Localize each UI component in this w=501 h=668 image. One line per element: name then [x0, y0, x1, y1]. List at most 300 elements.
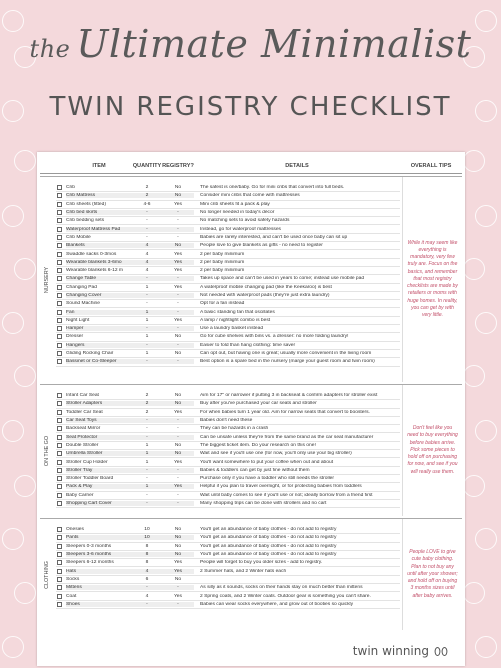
registry-cell: No [162, 243, 194, 248]
overall-tip: People LOVE to give cute baby clothing. Plan to not buy any until after your shower; and hold off on buying 3 months sizes until after baby arrives. [402, 519, 462, 630]
details-cell: Wait until baby comes to see if you'll use or not; ideally borrow from a friend first [200, 492, 373, 498]
checkbox[interactable] [57, 243, 62, 248]
quantity-cell: 1 [145, 459, 149, 465]
registry-cell: - [162, 435, 194, 440]
item-cell: Sound Machine [66, 301, 100, 307]
item-cell: Mittens [66, 585, 132, 590]
quantity-cell: - [132, 326, 162, 331]
quantity-cell: - [146, 492, 148, 498]
registry-cell: No [174, 351, 182, 357]
item-cell: Dresser [66, 334, 84, 340]
registry-cell: - [177, 234, 179, 240]
item-cell: Sleepers 0-3 months [66, 543, 112, 549]
quantity-cell: 1 [145, 351, 149, 357]
checkbox[interactable] [57, 193, 62, 198]
item-cell: Shopping Cart Cover [66, 501, 132, 506]
registry-cell: - [162, 501, 194, 506]
details-cell: A basic standing fan that oscillates [200, 309, 275, 315]
quantity-cell: 2 [145, 393, 149, 399]
registry-cell: Yes [162, 260, 194, 265]
registry-cell: Yes [174, 593, 182, 599]
table-row [56, 350, 400, 358]
table-row [56, 492, 400, 500]
item-cell: Crib sheets (fitted) [66, 201, 106, 207]
table-row [56, 234, 400, 242]
table-row [56, 358, 400, 366]
details-cell: Purchase only if you have a toddler who still needs the stroller [200, 476, 335, 482]
checkbox[interactable] [57, 468, 62, 473]
registry-cell: No [174, 185, 182, 191]
quantity-cell: 6 [145, 576, 149, 582]
title-script-text: Ultimate Minimalist [76, 22, 472, 66]
section-label: NURSERY [44, 266, 51, 293]
table-row [56, 325, 400, 333]
details-cell: Opt for a fan instead [200, 301, 245, 307]
item-cell: Socks [66, 576, 80, 582]
quantity-cell: 4 [145, 593, 149, 599]
item-cell: Backseat Mirror [66, 426, 101, 432]
quantity-cell: 1 [132, 484, 162, 489]
checkbox[interactable] [57, 310, 62, 315]
registry-cell: Yes [162, 569, 194, 574]
registry-cell: Yes [174, 284, 182, 290]
checkbox[interactable] [57, 552, 62, 557]
table-row [56, 292, 400, 300]
checkbox[interactable] [57, 560, 62, 565]
table-row [56, 425, 400, 433]
registry-cell: - [177, 426, 179, 432]
quantity-cell: 10 [132, 535, 162, 540]
item-cell: Crib bed skirts [66, 210, 132, 215]
table-row [56, 342, 400, 350]
item-cell: Car Seat Toys [66, 418, 132, 423]
checkbox[interactable] [57, 252, 62, 257]
registry-cell: Yes [174, 409, 182, 415]
table-row [56, 559, 400, 567]
registry-cell: No [162, 535, 194, 540]
item-cell: Hats [66, 569, 132, 574]
details-cell: For when babies turn 1 year old. Aim for narrow seats that convert to boosters. [200, 409, 370, 415]
registry-cell: - [162, 227, 194, 232]
item-cell: Stroller Toddler Board [66, 476, 114, 482]
col-details-header: DETAILS [285, 162, 309, 169]
details-cell: A lamp / nightlight combo is best [200, 317, 271, 323]
checkbox[interactable] [57, 476, 62, 481]
table-row [56, 500, 400, 508]
table-row [56, 259, 400, 267]
table-row [56, 450, 400, 458]
registry-cell: No [174, 393, 182, 399]
details-cell: You'll get an abundance of baby clothes - do not add to registry [200, 527, 337, 533]
item-cell: Stroller Adapters [66, 401, 132, 406]
table-row [56, 417, 400, 425]
item-cell: Seat Protector [66, 435, 132, 440]
registry-cell: - [162, 310, 194, 315]
item-cell: Fan [66, 310, 132, 315]
item-cell: Crib bedding sets [66, 218, 105, 224]
details-cell: Aim for 17" or narrower if putting 3 in backseat & confirm adapters for stroller exist [200, 393, 378, 399]
table-row [56, 217, 400, 225]
table-row [56, 267, 400, 275]
quantity-cell: 4 [145, 268, 149, 274]
table-row [56, 442, 400, 450]
registry-cell: Yes [174, 201, 182, 207]
quantity-cell: 2 [132, 193, 162, 198]
item-cell: Toddler Car Seat [66, 409, 103, 415]
details-cell: People will forget to buy you older sizes - add to registry. [200, 560, 323, 566]
details-cell: Babies & toddlers can get by just fine without them [200, 467, 310, 473]
quantity-cell: 4-6 [143, 201, 151, 207]
section-on-the-go [40, 384, 462, 516]
quantity-cell: - [132, 501, 162, 506]
details-cell: A waterproof mobile changing pad (like the Keekaroo) is best [200, 284, 332, 290]
table-row [56, 584, 400, 592]
table-row [56, 534, 400, 542]
checkbox[interactable] [57, 343, 62, 348]
item-cell: Change Table [66, 276, 132, 281]
item-cell: Sleepers 3-6 months [66, 552, 132, 557]
details-cell: 2 per baby minimum [200, 259, 245, 265]
quantity-cell: - [132, 293, 162, 298]
checkbox[interactable] [57, 451, 62, 456]
checkbox[interactable] [57, 418, 62, 423]
checkbox[interactable] [57, 276, 62, 281]
checkbox[interactable] [57, 535, 62, 540]
registry-cell: No [174, 442, 182, 448]
item-cell: Hamper [66, 326, 132, 331]
registry-cell: - [177, 476, 179, 482]
quantity-cell: 4 [132, 569, 162, 574]
checkbox[interactable] [57, 594, 62, 599]
item-cell: Changing Pad [66, 284, 97, 290]
details-cell: They can be hazards in a crash [200, 426, 269, 432]
checkbox[interactable] [57, 585, 62, 590]
quantity-cell: - [146, 426, 148, 432]
details-cell: You'll want somewhere to put your coffee when out and about [200, 459, 334, 465]
item-cell: Stroller Cup Holder [66, 459, 108, 465]
quantity-cell: - [146, 476, 148, 482]
checklist-sheet [37, 152, 465, 666]
checkbox[interactable] [57, 393, 62, 398]
quantity-cell: - [146, 234, 148, 240]
checkbox[interactable] [57, 435, 62, 440]
details-cell: 2 Spring coats, and 2 Winter coats. Outdoor gear is something you can't share. [200, 593, 371, 599]
registry-cell: No [162, 451, 194, 456]
details-cell: Can opt out, but having one is great; usually more convenient in the living room [200, 351, 372, 357]
quantity-cell: - [132, 468, 162, 473]
quantity-cell: 4 [132, 243, 162, 248]
quantity-cell: - [132, 276, 162, 281]
checkbox[interactable] [57, 569, 62, 574]
quantity-cell: 4 [145, 251, 149, 257]
checkbox[interactable] [57, 235, 62, 240]
item-cell: Changing Cover [66, 293, 132, 298]
details-cell: No longer needed in today's décor [200, 210, 275, 216]
table-row [56, 601, 400, 609]
checkbox[interactable] [57, 293, 62, 298]
registry-cell: No [174, 543, 182, 549]
quantity-cell: 1 [145, 334, 149, 340]
checkbox[interactable] [57, 227, 62, 232]
registry-cell: - [177, 218, 179, 224]
quantity-cell: 1 [132, 310, 162, 315]
quantity-cell: - [132, 435, 162, 440]
item-cell: Wearable blankets 6-12 m [66, 268, 123, 274]
registry-cell: Yes [174, 268, 182, 274]
registry-cell: - [162, 210, 194, 215]
checkbox[interactable] [57, 268, 62, 273]
item-cell: Pants [66, 535, 132, 540]
checkbox[interactable] [57, 443, 62, 448]
item-cell: Waterproof Mattress Pad [66, 227, 132, 232]
details-cell: As silly as it sounds, socks on their hands stay on much better than mittens [200, 585, 363, 591]
registry-cell: Yes [174, 251, 182, 257]
table-row [56, 467, 400, 475]
table-row [56, 308, 400, 316]
item-cell: Stroller Tray [66, 468, 132, 473]
title-the: the [29, 35, 71, 63]
registry-cell: No [162, 401, 194, 406]
checkbox[interactable] [57, 602, 62, 607]
quantity-cell: - [146, 301, 148, 307]
table-row [56, 192, 400, 200]
item-cell: Crib Mobile [66, 234, 91, 240]
quantity-cell: - [132, 227, 162, 232]
table-row [56, 300, 400, 308]
registry-cell: No [162, 552, 194, 557]
item-cell: Coat [66, 593, 77, 599]
registry-cell: Yes [174, 317, 182, 323]
quantity-cell: 8 [145, 543, 149, 549]
footprints-icon [433, 645, 449, 657]
table-row [56, 333, 400, 341]
registry-cell: - [162, 359, 194, 364]
registry-cell: Yes [162, 484, 194, 489]
checkbox[interactable] [57, 460, 62, 465]
item-cell: Night Light [66, 317, 90, 323]
item-cell: Wearable blankets 3-6mo [66, 260, 132, 265]
table-row [56, 392, 400, 400]
quantity-cell: - [146, 218, 148, 224]
item-cell: Double Stroller [66, 442, 99, 448]
table-row [56, 400, 400, 408]
details-cell: Many shopping trips can be done with strollers and no cart [200, 501, 327, 506]
details-cell: Wait and see if you'll use one (for now, you'll only use your big stroller) [200, 451, 352, 457]
table-row [56, 409, 400, 417]
table-row [56, 567, 400, 575]
table-row [56, 284, 400, 292]
table-row [56, 576, 400, 584]
checkbox[interactable] [57, 493, 62, 498]
quantity-cell: 8 [145, 560, 149, 566]
col-tips-header: OVERALL TIPS [410, 162, 452, 169]
registry-cell: No [174, 527, 182, 533]
section-nursery [40, 176, 462, 382]
details-cell: 2 Summer hats, and 2 Winter hats each [200, 568, 287, 574]
item-cell: Infant Car Seat [66, 393, 99, 399]
registry-cell: - [162, 276, 194, 281]
details-cell: Not needed with waterproof pads (they're just extra laundry) [200, 293, 330, 298]
item-cell: Onesies [66, 527, 84, 533]
checkbox[interactable] [57, 544, 62, 549]
item-cell: Sleepers 6-12 months [66, 560, 114, 566]
details-cell: People love to give blankets as gifts - no need to register [200, 243, 323, 249]
registry-cell: - [162, 468, 194, 473]
checkbox[interactable] [57, 501, 62, 506]
table-row [56, 242, 400, 250]
details-cell: Takes up space and can't be used in years to come; instead use mobile pad [200, 276, 365, 282]
col-registry-header: REGISTRY? [162, 162, 194, 169]
item-cell: Crib [66, 185, 75, 191]
registry-cell: - [162, 585, 194, 590]
item-cell: Swaddle sacks 0-3mos [66, 251, 117, 257]
item-cell: Pack & Play [66, 484, 132, 489]
checkbox[interactable] [57, 577, 62, 582]
details-cell: Babies can wear socks everywhere, and grow out of booties so quickly [200, 601, 354, 607]
checkbox[interactable] [57, 210, 62, 215]
registry-cell: No [174, 334, 182, 340]
table-row [56, 551, 400, 559]
checkbox[interactable] [57, 218, 62, 223]
registry-cell: No [174, 576, 182, 582]
registry-cell: - [162, 602, 194, 607]
quantity-cell: 1 [145, 317, 149, 323]
details-cell: The safest is one/baby. Go for mini cribs that convert into full beds. [200, 185, 345, 191]
table-header [40, 158, 462, 174]
item-cell: Gliding Rocking Chair [66, 351, 114, 357]
quantity-cell: - [132, 343, 162, 348]
details-cell: Go for cube shelves with bins vs. a dresser: no more folding laundry! [200, 334, 349, 340]
registry-cell: Yes [174, 560, 182, 566]
details-cell: No matching sets to avoid safety hazards [200, 218, 290, 224]
checkbox[interactable] [57, 326, 62, 331]
details-cell: Babies don't need these [200, 418, 253, 424]
details-cell: 2 per baby minimum [200, 268, 245, 274]
registry-cell: Yes [174, 459, 182, 465]
section-rows [56, 526, 400, 609]
details-cell: You'll get an abundance of baby clothes - do not add to registry [200, 535, 337, 541]
details-cell: Mini crib sheets fit a pack & play [200, 201, 270, 207]
quantity-cell: - [132, 359, 162, 364]
item-cell: Bassinet or Co-Sleeper [66, 359, 132, 364]
registry-cell: - [177, 301, 179, 307]
checkbox[interactable] [57, 410, 62, 415]
checkbox[interactable] [57, 401, 62, 406]
details-cell: Buy after you've purchased your car seats and stroller [200, 401, 317, 407]
details-cell: Helpful if you plan to travel overnight, or for protecting babies from toddlers [200, 484, 362, 490]
quantity-cell: 1 [145, 284, 149, 290]
table-row [56, 433, 400, 441]
registry-cell: - [162, 293, 194, 298]
col-quantity-header: QUANTITY [132, 162, 162, 169]
quantity-cell: - [132, 585, 162, 590]
checkbox[interactable] [57, 185, 62, 190]
overall-tip: While it may seem like everything is mandatory, very few truly are. Focus on the basics, and remember that most registry checklists are made by retailers or moms with huge homes. In reality, you can get by with very little. [402, 177, 462, 382]
quantity-cell: 2 [132, 401, 162, 406]
quantity-cell: - [132, 602, 162, 607]
item-cell: Blankets [66, 243, 132, 248]
brand-logo [353, 644, 449, 658]
page-header [0, 0, 501, 150]
table-row [56, 184, 400, 192]
item-cell: Crib Mattress [66, 193, 132, 198]
table-row [56, 275, 400, 283]
quantity-cell: 8 [132, 552, 162, 557]
section-label: ON THE GO [44, 435, 50, 466]
section-label: CLOTHING [44, 560, 51, 589]
details-cell: 2 per baby minimum [200, 251, 245, 257]
table-row [56, 250, 400, 258]
details-cell: The biggest ticket item. Do your research on this one! [200, 442, 316, 448]
table-row [56, 201, 400, 209]
overall-tip: Don't feel like you need to buy everything before babies arrive. Pick some pieces to hold off on purchasing for now, and see if you will really use them. [402, 385, 462, 516]
checkbox[interactable] [57, 202, 62, 207]
checkbox[interactable] [57, 359, 62, 364]
quantity-cell: 1 [145, 442, 149, 448]
item-cell: Umbrella Stroller [66, 451, 132, 456]
page-title: TWIN REGISTRY CHECKLIST [49, 92, 452, 122]
section-rows [56, 392, 400, 508]
details-cell: Best option is a spare bed in the nursery (marge your guest room and twin room) [200, 359, 375, 365]
quantity-cell: - [132, 418, 162, 423]
details-cell: Babies are rarely interested, and can't be used once baby can sit up [200, 234, 348, 240]
details-cell: You'll get an abundance of baby clothes - do not add to registry [200, 543, 337, 549]
table-row [56, 458, 400, 466]
quantity-cell: - [132, 210, 162, 215]
section-clothing [40, 518, 462, 630]
quantity-cell: 1 [132, 451, 162, 456]
quantity-cell: 2 [145, 185, 149, 191]
details-cell: Consider mini cribs that come with mattresses [200, 193, 300, 199]
quantity-cell: 4 [132, 260, 162, 265]
details-cell: Use a laundry basket instead [200, 326, 264, 332]
table-row [56, 592, 400, 600]
details-cell: You'll get an abundance of baby clothes - do not add to registry [200, 552, 337, 558]
checkbox[interactable] [57, 484, 62, 489]
table-row [56, 543, 400, 551]
table-row [56, 225, 400, 233]
quantity-cell: 10 [144, 527, 150, 533]
section-rows [56, 184, 400, 367]
brand-name: twin winning [352, 644, 429, 658]
script-title [0, 22, 501, 66]
registry-cell: - [162, 326, 194, 331]
col-item-header: ITEM [92, 162, 106, 169]
checkbox[interactable] [57, 260, 62, 265]
item-cell: Baby Carrier [66, 492, 94, 498]
checkbox[interactable] [57, 301, 62, 306]
checkbox[interactable] [57, 318, 62, 323]
details-cell: Instead, go for waterproof mattresses [200, 226, 282, 232]
item-cell: Shoes [66, 602, 132, 607]
checkbox[interactable] [57, 351, 62, 356]
table-row [56, 317, 400, 325]
checkbox[interactable] [57, 426, 62, 431]
registry-cell: - [162, 418, 194, 423]
table-row [56, 483, 400, 491]
details-cell: Can be unsafe unless they're from the same brand as the car seat manufacturer [200, 434, 374, 440]
table-row [56, 526, 400, 534]
details-cell: Easier to fold than hang clothing: time saver [200, 342, 296, 348]
checkbox[interactable] [57, 334, 62, 339]
registry-cell: - [162, 343, 194, 348]
checkbox[interactable] [57, 527, 62, 532]
checkbox[interactable] [57, 285, 62, 290]
registry-cell: - [177, 492, 179, 498]
table-row [56, 475, 400, 483]
item-cell: Hangers [66, 343, 132, 348]
registry-cell: No [162, 193, 194, 198]
